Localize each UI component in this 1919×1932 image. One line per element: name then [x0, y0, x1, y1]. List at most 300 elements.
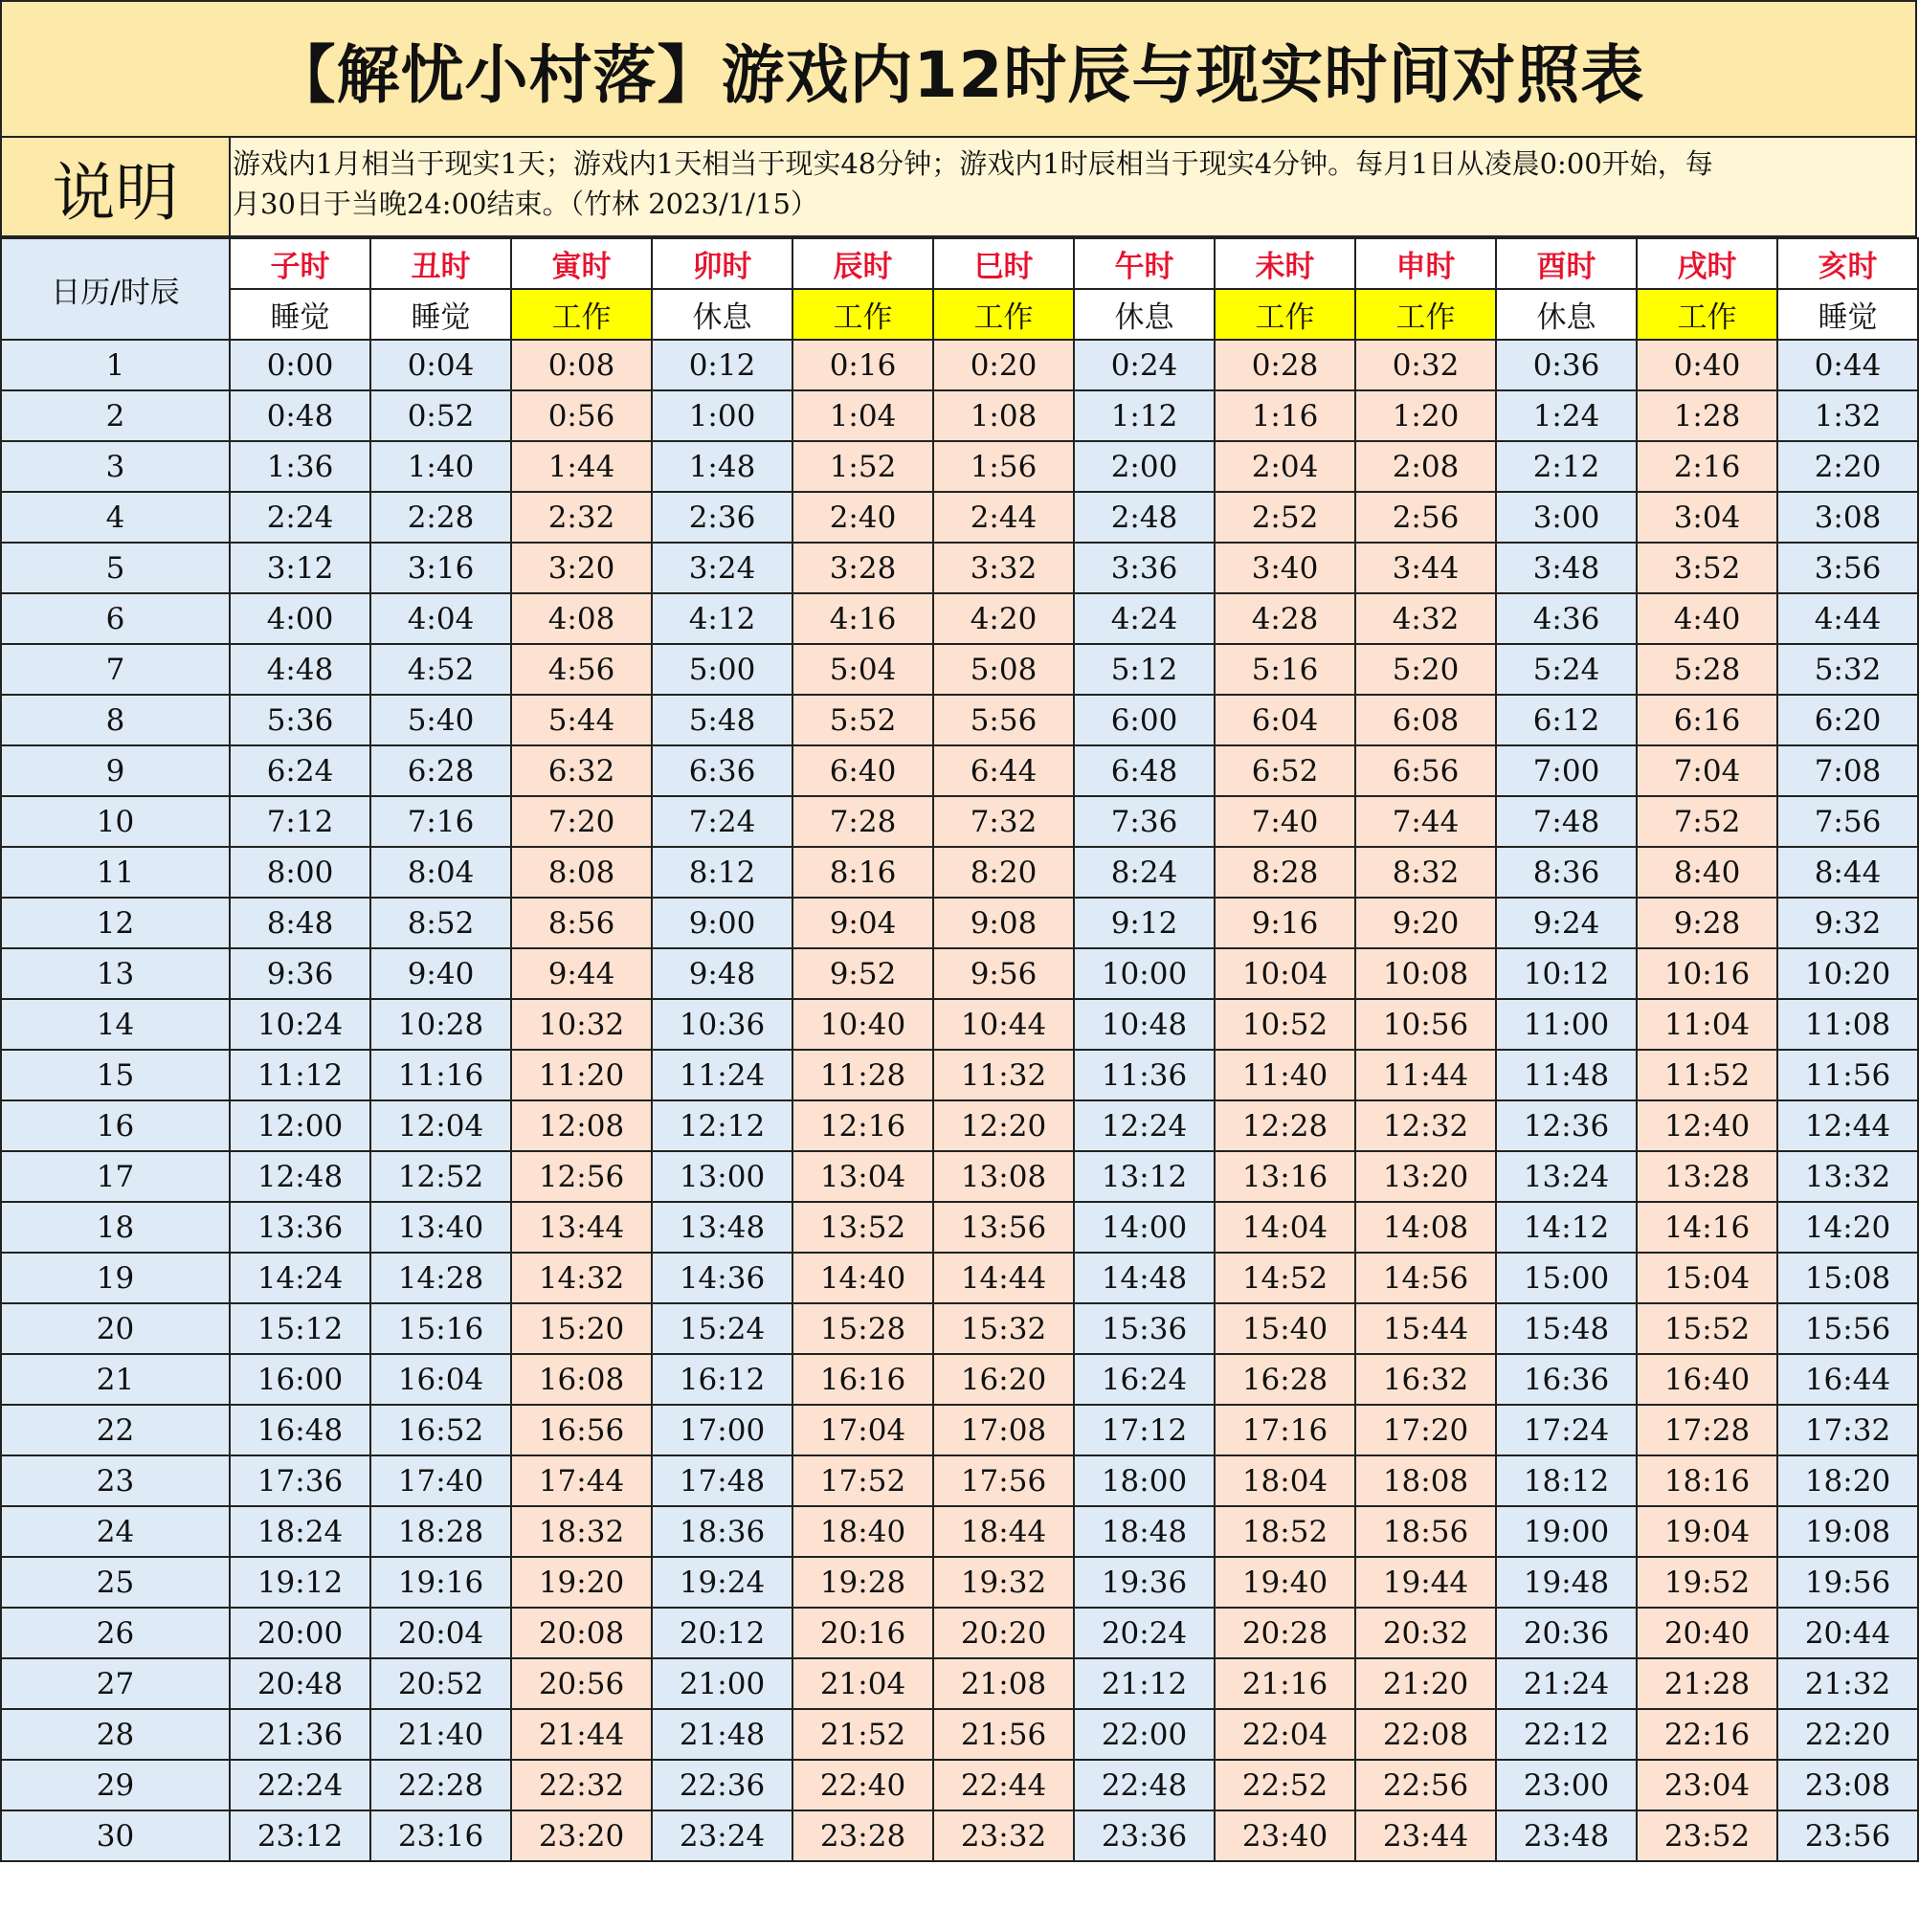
time-cell: 7:04	[1637, 745, 1777, 796]
time-cell: 13:24	[1496, 1151, 1637, 1202]
time-cell: 22:08	[1355, 1709, 1496, 1760]
day-cell: 7	[1, 644, 230, 695]
time-cell: 1:44	[511, 441, 652, 492]
time-cell: 19:04	[1637, 1506, 1777, 1557]
time-cell: 3:44	[1355, 543, 1496, 593]
time-cell: 16:12	[652, 1354, 792, 1405]
time-cell: 3:48	[1496, 543, 1637, 593]
time-cell: 18:00	[1074, 1455, 1215, 1506]
time-cell: 0:40	[1637, 340, 1777, 390]
time-cell: 10:52	[1215, 999, 1355, 1050]
time-cell: 18:32	[511, 1506, 652, 1557]
time-cell: 15:52	[1637, 1303, 1777, 1354]
time-cell: 6:40	[792, 745, 933, 796]
time-cell: 17:24	[1496, 1405, 1637, 1455]
header-row-names	[1, 238, 1918, 289]
time-cell: 6:36	[652, 745, 792, 796]
time-cell: 3:16	[370, 543, 511, 593]
note-line-1: 游戏内1月相当于现实1天；游戏内1天相当于现实48分钟；游戏内1时辰相当于现实4分钟。每月1日从凌晨0:00开始，每	[233, 147, 1713, 180]
day-cell: 12	[1, 898, 230, 948]
time-cell: 0:48	[230, 390, 370, 441]
time-cell: 22:12	[1496, 1709, 1637, 1760]
time-cell: 7:08	[1777, 745, 1918, 796]
time-cell: 20:52	[370, 1658, 511, 1709]
time-cell: 2:16	[1637, 441, 1777, 492]
time-cell: 0:56	[511, 390, 652, 441]
time-cell: 23:04	[1637, 1760, 1777, 1810]
time-cell: 6:56	[1355, 745, 1496, 796]
time-cell: 20:28	[1215, 1608, 1355, 1658]
activity-work: 工作	[1355, 289, 1496, 340]
time-cell: 4:04	[370, 593, 511, 644]
time-cell: 20:32	[1355, 1608, 1496, 1658]
hour-name: 卯时	[652, 238, 792, 289]
day-cell: 18	[1, 1202, 230, 1253]
time-cell: 2:12	[1496, 441, 1637, 492]
hour-name: 申时	[1355, 238, 1496, 289]
time-cell: 19:00	[1496, 1506, 1637, 1557]
time-cell: 23:36	[1074, 1810, 1215, 1861]
time-cell: 15:20	[511, 1303, 652, 1354]
table-row	[1, 796, 1918, 847]
time-cell: 20:20	[933, 1608, 1074, 1658]
time-cell: 2:36	[652, 492, 792, 543]
time-cell: 3:08	[1777, 492, 1918, 543]
time-cell: 20:44	[1777, 1608, 1918, 1658]
time-cell: 18:12	[1496, 1455, 1637, 1506]
day-cell: 9	[1, 745, 230, 796]
time-cell: 9:44	[511, 948, 652, 999]
day-cell: 11	[1, 847, 230, 898]
time-cell: 22:36	[652, 1760, 792, 1810]
time-cell: 14:48	[1074, 1253, 1215, 1303]
table-row	[1, 898, 1918, 948]
time-cell: 16:04	[370, 1354, 511, 1405]
time-cell: 12:44	[1777, 1100, 1918, 1151]
time-cell: 11:08	[1777, 999, 1918, 1050]
time-cell: 21:52	[792, 1709, 933, 1760]
time-cell: 1:56	[933, 441, 1074, 492]
note-label: 说明	[2, 138, 231, 235]
time-cell: 1:08	[933, 390, 1074, 441]
time-cell: 3:32	[933, 543, 1074, 593]
time-cell: 10:40	[792, 999, 933, 1050]
time-cell: 5:56	[933, 695, 1074, 745]
time-cell: 1:12	[1074, 390, 1215, 441]
day-cell: 19	[1, 1253, 230, 1303]
time-cell: 2:24	[230, 492, 370, 543]
time-cell: 6:48	[1074, 745, 1215, 796]
time-cell: 23:56	[1777, 1810, 1918, 1861]
time-cell: 10:20	[1777, 948, 1918, 999]
day-cell: 14	[1, 999, 230, 1050]
time-cell: 17:16	[1215, 1405, 1355, 1455]
table-row	[1, 492, 1918, 543]
time-cell: 2:40	[792, 492, 933, 543]
time-cell: 1:20	[1355, 390, 1496, 441]
table-row	[1, 1506, 1918, 1557]
time-cell: 18:20	[1777, 1455, 1918, 1506]
time-cell: 9:52	[792, 948, 933, 999]
time-cell: 7:44	[1355, 796, 1496, 847]
time-cell: 8:36	[1496, 847, 1637, 898]
time-cell: 8:28	[1215, 847, 1355, 898]
time-cell: 17:08	[933, 1405, 1074, 1455]
time-cell: 9:08	[933, 898, 1074, 948]
time-cell: 3:36	[1074, 543, 1215, 593]
time-cell: 7:36	[1074, 796, 1215, 847]
time-cell: 14:20	[1777, 1202, 1918, 1253]
hour-name: 丑时	[370, 238, 511, 289]
time-cell: 2:20	[1777, 441, 1918, 492]
time-cell: 22:32	[511, 1760, 652, 1810]
time-cell: 16:36	[1496, 1354, 1637, 1405]
hour-name: 午时	[1074, 238, 1215, 289]
hour-name: 酉时	[1496, 238, 1637, 289]
time-cell: 18:36	[652, 1506, 792, 1557]
table-row	[1, 1455, 1918, 1506]
time-cell: 14:12	[1496, 1202, 1637, 1253]
time-cell: 21:20	[1355, 1658, 1496, 1709]
time-cell: 11:04	[1637, 999, 1777, 1050]
activity-work: 工作	[1637, 289, 1777, 340]
time-cell: 12:12	[652, 1100, 792, 1151]
time-cell: 9:04	[792, 898, 933, 948]
time-table-body	[1, 238, 1918, 1861]
time-cell: 3:56	[1777, 543, 1918, 593]
day-cell: 24	[1, 1506, 230, 1557]
time-cell: 22:24	[230, 1760, 370, 1810]
time-cell: 18:52	[1215, 1506, 1355, 1557]
time-cell: 7:32	[933, 796, 1074, 847]
time-cell: 10:00	[1074, 948, 1215, 999]
time-cell: 14:36	[652, 1253, 792, 1303]
hour-name: 亥时	[1777, 238, 1918, 289]
time-cell: 14:56	[1355, 1253, 1496, 1303]
time-cell: 11:28	[792, 1050, 933, 1100]
time-cell: 13:08	[933, 1151, 1074, 1202]
time-cell: 16:00	[230, 1354, 370, 1405]
time-cell: 13:16	[1215, 1151, 1355, 1202]
time-cell: 22:16	[1637, 1709, 1777, 1760]
time-cell: 18:48	[1074, 1506, 1215, 1557]
table-row	[1, 745, 1918, 796]
day-cell: 1	[1, 340, 230, 390]
hour-name: 未时	[1215, 238, 1355, 289]
time-cell: 10:04	[1215, 948, 1355, 999]
time-cell: 2:04	[1215, 441, 1355, 492]
time-cell: 8:20	[933, 847, 1074, 898]
time-cell: 22:48	[1074, 1760, 1215, 1810]
time-cell: 5:04	[792, 644, 933, 695]
time-cell: 12:32	[1355, 1100, 1496, 1151]
time-cell: 23:48	[1496, 1810, 1637, 1861]
note-row	[0, 138, 1917, 237]
time-cell: 14:00	[1074, 1202, 1215, 1253]
time-cell: 4:36	[1496, 593, 1637, 644]
time-cell: 12:04	[370, 1100, 511, 1151]
time-cell: 4:16	[792, 593, 933, 644]
time-cell: 16:48	[230, 1405, 370, 1455]
time-cell: 11:16	[370, 1050, 511, 1100]
time-cell: 16:32	[1355, 1354, 1496, 1405]
time-cell: 11:00	[1496, 999, 1637, 1050]
time-cell: 10:36	[652, 999, 792, 1050]
time-cell: 11:20	[511, 1050, 652, 1100]
table-row	[1, 1608, 1918, 1658]
time-cell: 17:56	[933, 1455, 1074, 1506]
time-cell: 15:08	[1777, 1253, 1918, 1303]
day-cell: 26	[1, 1608, 230, 1658]
hour-name: 辰时	[792, 238, 933, 289]
time-cell: 0:24	[1074, 340, 1215, 390]
time-cell: 12:40	[1637, 1100, 1777, 1151]
time-cell: 4:12	[652, 593, 792, 644]
time-cell: 23:08	[1777, 1760, 1918, 1810]
time-cell: 11:56	[1777, 1050, 1918, 1100]
table-row	[1, 1253, 1918, 1303]
time-cell: 10:44	[933, 999, 1074, 1050]
time-cell: 9:28	[1637, 898, 1777, 948]
time-cell: 21:24	[1496, 1658, 1637, 1709]
time-cell: 15:32	[933, 1303, 1074, 1354]
table-row	[1, 1202, 1918, 1253]
time-cell: 23:00	[1496, 1760, 1637, 1810]
time-cell: 13:28	[1637, 1151, 1777, 1202]
day-cell: 21	[1, 1354, 230, 1405]
time-cell: 12:08	[511, 1100, 652, 1151]
time-cell: 4:28	[1215, 593, 1355, 644]
time-cell: 2:00	[1074, 441, 1215, 492]
time-cell: 14:16	[1637, 1202, 1777, 1253]
time-cell: 18:40	[792, 1506, 933, 1557]
time-cell: 2:08	[1355, 441, 1496, 492]
day-cell: 15	[1, 1050, 230, 1100]
time-cell: 14:32	[511, 1253, 652, 1303]
time-cell: 4:52	[370, 644, 511, 695]
table-row	[1, 441, 1918, 492]
time-cell: 17:40	[370, 1455, 511, 1506]
time-cell: 20:04	[370, 1608, 511, 1658]
time-cell: 12:56	[511, 1151, 652, 1202]
time-cell: 5:36	[230, 695, 370, 745]
time-cell: 6:44	[933, 745, 1074, 796]
time-cell: 3:52	[1637, 543, 1777, 593]
table-row	[1, 1810, 1918, 1861]
time-cell: 7:16	[370, 796, 511, 847]
table-row	[1, 1354, 1918, 1405]
time-cell: 0:00	[230, 340, 370, 390]
time-cell: 17:04	[792, 1405, 933, 1455]
time-cell: 9:40	[370, 948, 511, 999]
time-cell: 16:40	[1637, 1354, 1777, 1405]
time-cell: 4:08	[511, 593, 652, 644]
time-cell: 15:12	[230, 1303, 370, 1354]
time-cell: 13:20	[1355, 1151, 1496, 1202]
time-cell: 20:48	[230, 1658, 370, 1709]
time-cell: 20:56	[511, 1658, 652, 1709]
time-cell: 9:16	[1215, 898, 1355, 948]
time-cell: 7:20	[511, 796, 652, 847]
time-cell: 15:28	[792, 1303, 933, 1354]
time-cell: 20:40	[1637, 1608, 1777, 1658]
time-cell: 10:08	[1355, 948, 1496, 999]
time-cell: 6:28	[370, 745, 511, 796]
time-cell: 13:12	[1074, 1151, 1215, 1202]
time-cell: 19:24	[652, 1557, 792, 1608]
time-cell: 8:32	[1355, 847, 1496, 898]
time-cell: 11:24	[652, 1050, 792, 1100]
time-cell: 8:00	[230, 847, 370, 898]
time-cell: 21:08	[933, 1658, 1074, 1709]
time-cell: 21:36	[230, 1709, 370, 1760]
time-cell: 20:24	[1074, 1608, 1215, 1658]
day-cell: 8	[1, 695, 230, 745]
time-cell: 3:24	[652, 543, 792, 593]
day-cell: 2	[1, 390, 230, 441]
time-cell: 10:48	[1074, 999, 1215, 1050]
time-cell: 4:00	[230, 593, 370, 644]
time-cell: 2:56	[1355, 492, 1496, 543]
time-cell: 18:56	[1355, 1506, 1496, 1557]
time-cell: 13:56	[933, 1202, 1074, 1253]
time-cell: 3:28	[792, 543, 933, 593]
time-cell: 12:52	[370, 1151, 511, 1202]
time-cell: 9:24	[1496, 898, 1637, 948]
activity-work: 工作	[511, 289, 652, 340]
time-cell: 14:08	[1355, 1202, 1496, 1253]
time-cell: 8:56	[511, 898, 652, 948]
time-cell: 4:40	[1637, 593, 1777, 644]
time-cell: 20:16	[792, 1608, 933, 1658]
time-cell: 4:32	[1355, 593, 1496, 644]
time-cell: 4:44	[1777, 593, 1918, 644]
time-cell: 6:24	[230, 745, 370, 796]
table-row	[1, 948, 1918, 999]
time-cell: 23:24	[652, 1810, 792, 1861]
time-cell: 15:44	[1355, 1303, 1496, 1354]
time-cell: 13:48	[652, 1202, 792, 1253]
time-cell: 5:12	[1074, 644, 1215, 695]
time-cell: 5:24	[1496, 644, 1637, 695]
hour-name: 子时	[230, 238, 370, 289]
time-cell: 19:48	[1496, 1557, 1637, 1608]
time-cell: 0:52	[370, 390, 511, 441]
time-cell: 9:12	[1074, 898, 1215, 948]
time-cell: 11:12	[230, 1050, 370, 1100]
time-cell: 0:32	[1355, 340, 1496, 390]
time-cell: 0:04	[370, 340, 511, 390]
day-cell: 23	[1, 1455, 230, 1506]
time-cell: 20:00	[230, 1608, 370, 1658]
time-cell: 20:08	[511, 1608, 652, 1658]
time-cell: 19:12	[230, 1557, 370, 1608]
time-cell: 18:04	[1215, 1455, 1355, 1506]
time-cell: 5:16	[1215, 644, 1355, 695]
time-cell: 5:08	[933, 644, 1074, 695]
time-cell: 3:00	[1496, 492, 1637, 543]
time-cell: 9:56	[933, 948, 1074, 999]
time-cell: 15:24	[652, 1303, 792, 1354]
time-cell: 14:04	[1215, 1202, 1355, 1253]
time-cell: 12:24	[1074, 1100, 1215, 1151]
time-cell: 23:52	[1637, 1810, 1777, 1861]
time-cell: 16:28	[1215, 1354, 1355, 1405]
table-row	[1, 644, 1918, 695]
time-cell: 11:52	[1637, 1050, 1777, 1100]
time-cell: 19:08	[1777, 1506, 1918, 1557]
time-cell: 0:16	[792, 340, 933, 390]
time-cell: 2:32	[511, 492, 652, 543]
table-row	[1, 847, 1918, 898]
time-cell: 22:40	[792, 1760, 933, 1810]
time-cell: 16:08	[511, 1354, 652, 1405]
time-cell: 13:32	[1777, 1151, 1918, 1202]
table-row	[1, 1405, 1918, 1455]
time-cell: 21:00	[652, 1658, 792, 1709]
table-row	[1, 1151, 1918, 1202]
table-row	[1, 543, 1918, 593]
time-cell: 14:40	[792, 1253, 933, 1303]
time-cell: 22:04	[1215, 1709, 1355, 1760]
time-cell: 21:32	[1777, 1658, 1918, 1709]
time-cell: 21:16	[1215, 1658, 1355, 1709]
time-cell: 17:52	[792, 1455, 933, 1506]
day-cell: 30	[1, 1810, 230, 1861]
time-cell: 10:16	[1637, 948, 1777, 999]
day-cell: 28	[1, 1709, 230, 1760]
time-cell: 15:04	[1637, 1253, 1777, 1303]
time-cell: 9:32	[1777, 898, 1918, 948]
time-cell: 12:20	[933, 1100, 1074, 1151]
activity-work: 工作	[792, 289, 933, 340]
time-cell: 1:04	[792, 390, 933, 441]
time-cell: 5:20	[1355, 644, 1496, 695]
time-cell: 6:00	[1074, 695, 1215, 745]
time-cell: 22:44	[933, 1760, 1074, 1810]
time-cell: 1:24	[1496, 390, 1637, 441]
time-cell: 19:32	[933, 1557, 1074, 1608]
day-cell: 27	[1, 1658, 230, 1709]
time-cell: 13:44	[511, 1202, 652, 1253]
time-cell: 21:48	[652, 1709, 792, 1760]
time-cell: 10:28	[370, 999, 511, 1050]
time-cell: 19:36	[1074, 1557, 1215, 1608]
corner-label: 日历/时辰	[1, 238, 230, 340]
time-cell: 13:36	[230, 1202, 370, 1253]
time-cell: 13:00	[652, 1151, 792, 1202]
time-cell: 7:52	[1637, 796, 1777, 847]
time-cell: 9:48	[652, 948, 792, 999]
time-cell: 8:44	[1777, 847, 1918, 898]
time-cell: 8:16	[792, 847, 933, 898]
time-cell: 22:28	[370, 1760, 511, 1810]
time-cell: 10:12	[1496, 948, 1637, 999]
time-cell: 18:08	[1355, 1455, 1496, 1506]
time-cell: 8:48	[230, 898, 370, 948]
activity-label: 休息	[1496, 289, 1637, 340]
time-cell: 16:44	[1777, 1354, 1918, 1405]
time-cell: 19:16	[370, 1557, 511, 1608]
time-cell: 13:52	[792, 1202, 933, 1253]
activity-label: 休息	[652, 289, 792, 340]
time-cell: 7:40	[1215, 796, 1355, 847]
time-cell: 17:32	[1777, 1405, 1918, 1455]
time-cell: 15:56	[1777, 1303, 1918, 1354]
time-cell: 6:04	[1215, 695, 1355, 745]
time-cell: 6:20	[1777, 695, 1918, 745]
time-cell: 17:00	[652, 1405, 792, 1455]
